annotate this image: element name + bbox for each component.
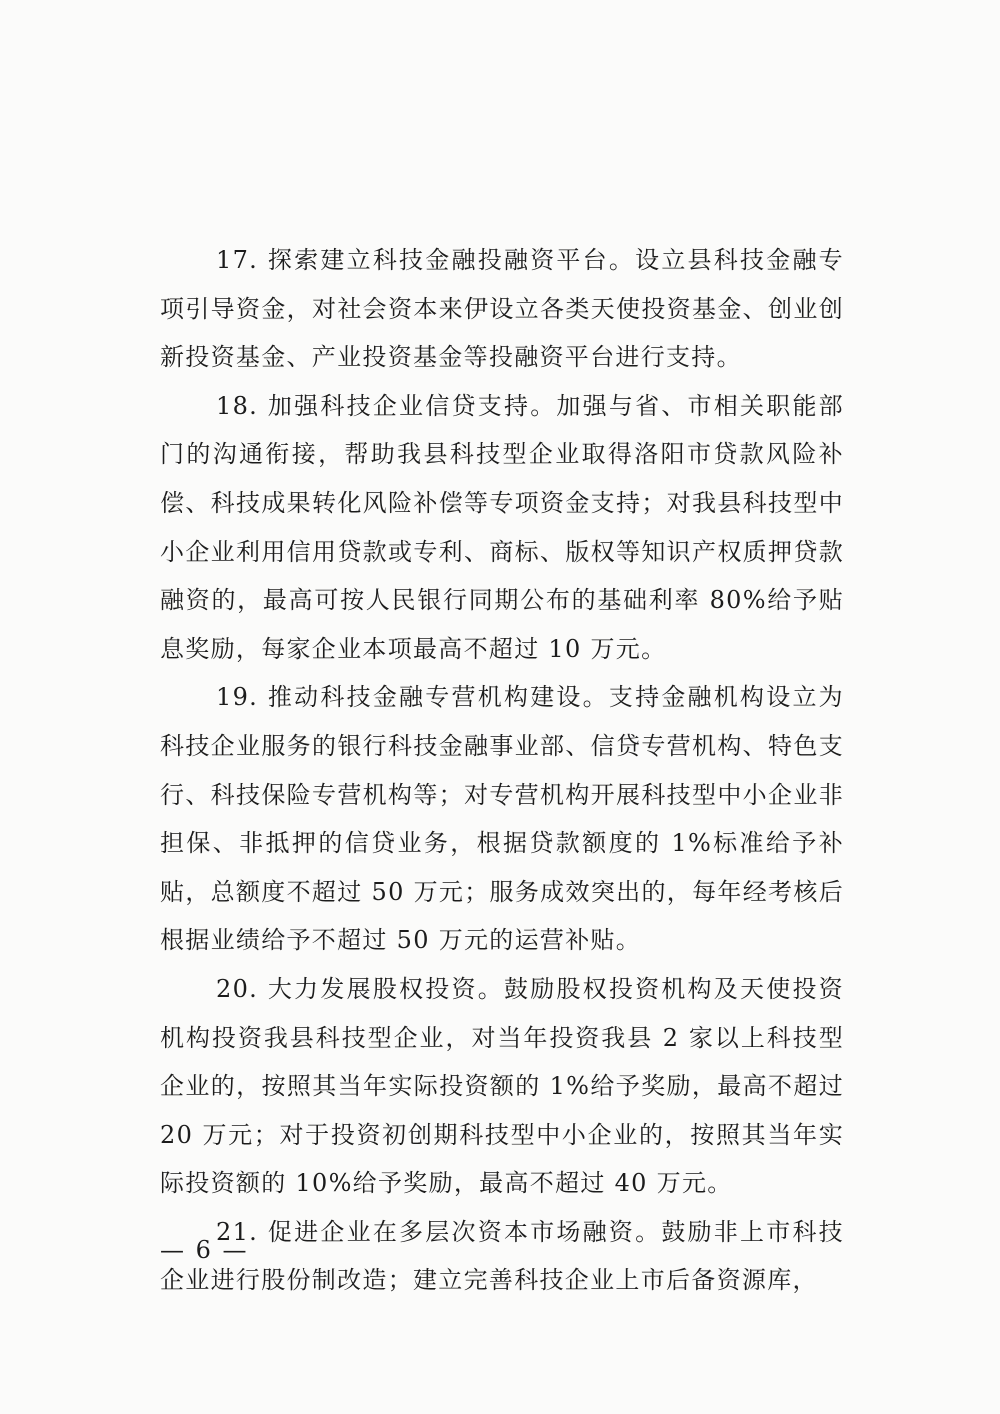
paragraph-18: 18. 加强科技企业信贷支持。加强与省、市相关职能部门的沟通衔接，帮助我县科技型企业取得洛阳市贷款风险补偿、科技成果转化风险补偿等专项资金支持；对我县科技型中小企业利用信用贷款或专利、商标、版权等知识产权质押贷款融资的，最高可按人民银行同期公布的基础利率 80%给予贴息奖励，每家企业本项最高不超过 10 万元。 <box>160 391 844 663</box>
body-text <box>160 236 844 1305</box>
paragraph-17: 17. 探索建立科技金融投融资平台。设立县科技金融专项引导资金，对社会资本来伊设立各类天使投资基金、创业创新投资基金、产业投资基金等投融资平台进行支持。 <box>160 246 844 372</box>
paragraph-21: 21. 促进企业在多层次资本市场融资。鼓励非上市科技企业进行股份制改造；建立完善科技企业上市后备资源库， <box>160 1217 844 1295</box>
page-number: — 6 — <box>160 1236 249 1264</box>
paragraph-19: 19. 推动科技金融专营机构建设。支持金融机构设立为科技企业服务的银行科技金融事业部、信贷专营机构、特色支行、科技保险专营机构等；对专营机构开展科技型中小企业非担保、非抵押的信贷业务，根据贷款额度的 1%标准给予补贴，总额度不超过 50 万元；服务成效突出的，每年经考核后根据业绩给予不超过 50 万元的运营补贴。 <box>160 683 844 955</box>
paragraph-20: 20. 大力发展股权投资。鼓励股权投资机构及天使投资机构投资我县科技型企业，对当年投资我县 2 家以上科技型企业的，按照其当年实际投资额的 1%给予奖励，最高不超过 20 万元；对于投资初创期科技型中小企业的，按照其当年实际投资额的 10%给予奖励，最高不超过 40 万元。 <box>160 974 844 1198</box>
